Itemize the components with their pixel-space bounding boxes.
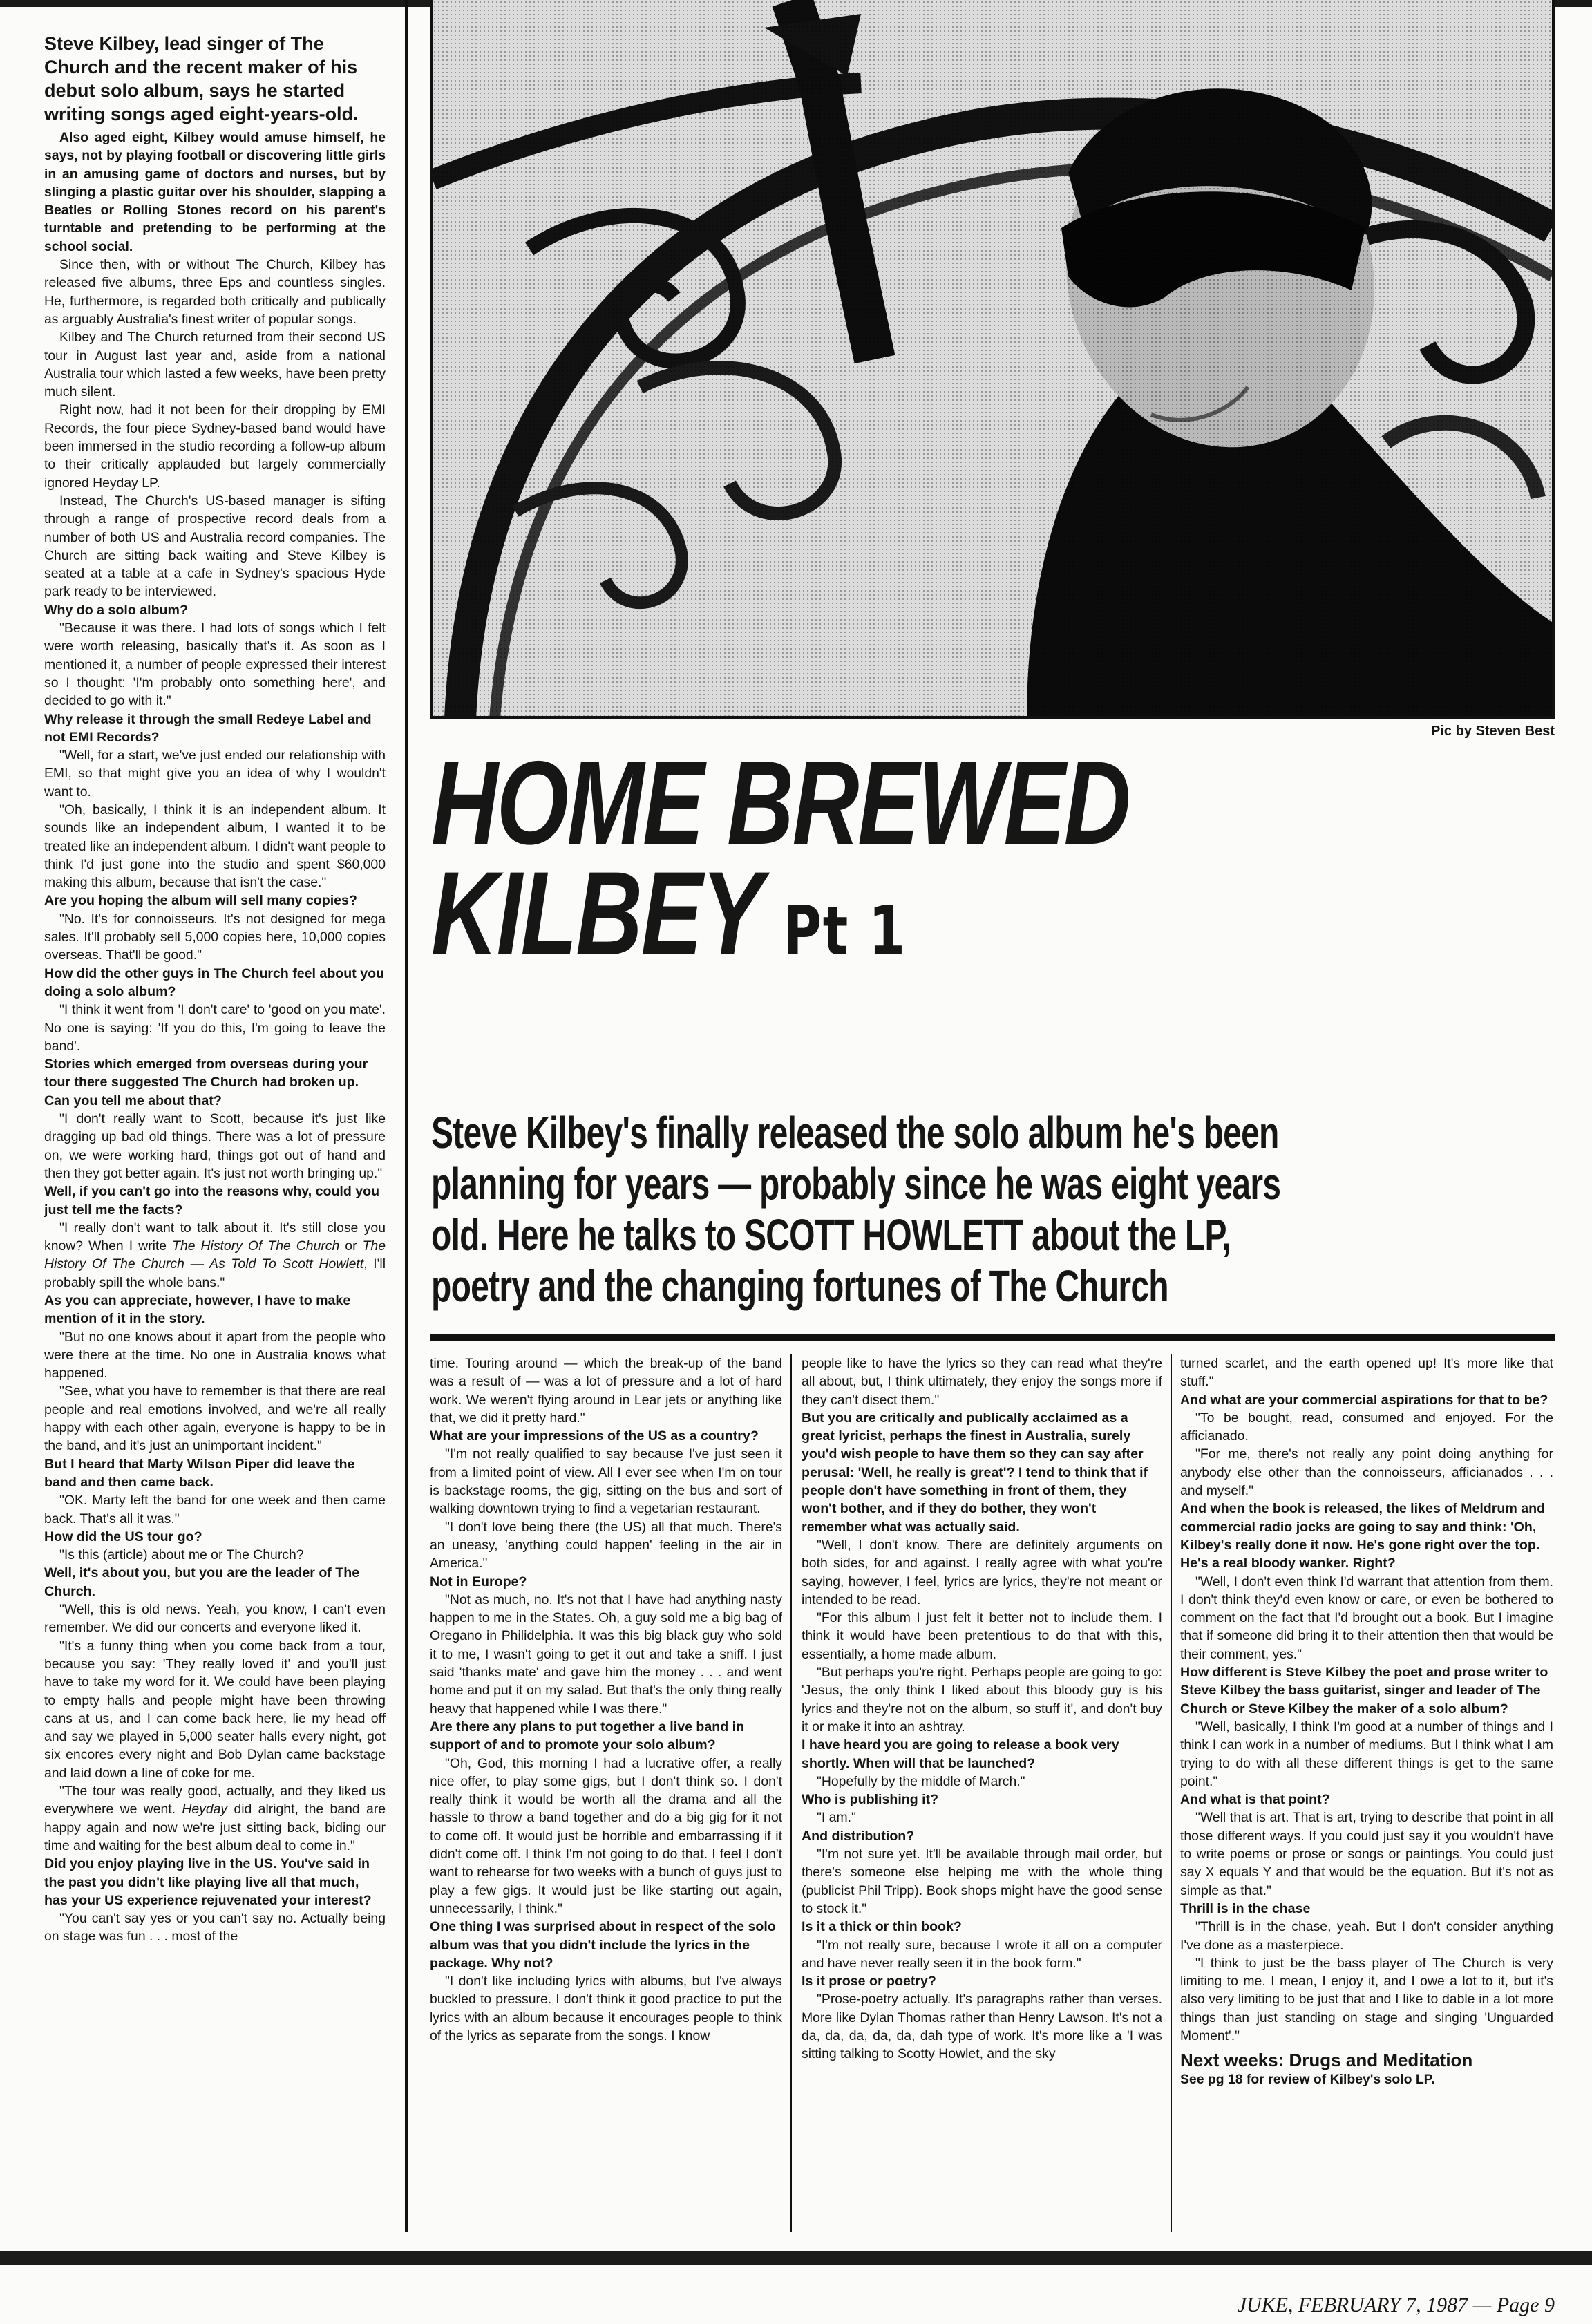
interview-question: Did you enjoy playing live in the US. You've said in the past you didn't like playing live all that much, has your US experience rejuvenated your interest? xyxy=(44,1856,372,1908)
interview-question: Not in Europe? xyxy=(430,1574,527,1589)
interview-question: Stories which emerged from overseas during your tour there suggested The Church had broken up. Can you tell me about that? xyxy=(44,1057,368,1108)
interview-answer: "I'm not really qualified to say because I've just seen it from a limited point of view. All I ever see when I'm on tour is backstage rooms, the gig, sitting on the bus and sort of walking downtown trying to find a vegetarian restaurant. xyxy=(430,1446,782,1517)
headline-part: Pt 1 xyxy=(783,892,907,971)
body-paragraph: Instead, The Church's US-based manager is sifting through a range of prospective record deals from a number of both US and Australia record companies. The Church are sitting back waiting and Steve Kilbey is seated at a table at a cafe in Sydney's spacious Hyde park ready to be interviewed. xyxy=(44,493,386,600)
interview-question: Well, if you can't go into the reasons why, could you just tell me the facts? xyxy=(44,1184,380,1218)
interview-question: And what are your commercial aspirations for that to be? xyxy=(1180,1392,1548,1408)
interview-answer: "I don't love being there (the US) all that much. There's an uneasy, 'anything could happen' feeling in the air in America." xyxy=(430,1519,782,1571)
interview-answer: "Well, for a start, we've just ended our relationship with EMI, so that might give you an idea of why I wouldn't want to. xyxy=(44,748,386,800)
photo-illustration xyxy=(433,0,1552,719)
interview-question: What are your impressions of the US as a country? xyxy=(430,1428,759,1444)
column-3 xyxy=(802,1354,1162,2232)
interview-answer xyxy=(44,1219,386,1292)
interview-answer: "To be bought, read, consumed and enjoyed. For the afficianado. xyxy=(1180,1410,1553,1444)
interview-question: How different is Steve Kilbey the poet and prose writer to Steve Kilbey the bass guitarist, singer and leader of The Church or Steve Kilbey the maker of a solo album? xyxy=(1180,1665,1548,1717)
headline-line-2 xyxy=(431,847,1315,987)
interview-answer: "Hopefully by the middle of March." xyxy=(817,1773,1025,1789)
interview-answer: "Oh, basically, I think it is an independent album. It sounds like an independent album, I wanted it to be treated like an independent album. I didn't want people to think I'd just gone into the studio and spent $60,000 making this album, because that isn't the case." xyxy=(44,802,386,891)
interview-question: Well, it's about you, but you are the leader of The Church. xyxy=(44,1565,360,1599)
interview-question: How did the US tour go? xyxy=(44,1529,202,1544)
interview-answer: "Well that is art. That is art, trying to describe that point in all those different ways. If you could just say it you wouldn't have to write poems or prose or songs or paintings. You could just say X equals Y and that would be the equation. But it's not as simple as that." xyxy=(1180,1810,1553,1898)
headline-line-1: HOME BREWED xyxy=(431,737,1130,869)
interview-answer: "I think to just be the bass player of The Church is very limiting to me. I mean, I enjoy it, and I owe a lot to it, but it's also very limiting to be just that and I like to dable in a lot more things than just standing on stage and singing 'Unguarded Moment'." xyxy=(1180,1955,1553,2043)
column-4 xyxy=(1180,1354,1553,2232)
body-paragraph: time. Touring around — which the break-up of the band was a result of — was a lot of pressure and a lot of hard work. We weren't flying around in Lear jets or anything like that, we did it pretty hard." xyxy=(430,1356,782,1426)
interview-question: Why do a solo album? xyxy=(44,602,188,618)
interview-question: But you are critically and publically acclaimed as a great lyricist, perhaps the finest in Australia, surely you'd wish people to have them so they can say after perusal: 'Well, he really is great'? I tend to think that if people don't have something in front of them, they won't bother, and if they do bother, they won't remember what was actually said. xyxy=(802,1410,1148,1535)
interview-answer: "Well, basically, I think I'm good at a number of things and I think I can work in a number of mediums. But I think what I am trying to do with all these different things is get to the same point." xyxy=(1180,1719,1553,1789)
interview-question: Is it prose or poetry? xyxy=(802,1974,936,1990)
interview-answer: "Oh, God, this morning I had a lucrative offer, a really nice offer, to play some gigs, but I don't think so. I don't really think it would be worth all the drama and all the hassle to throw a band together and do a big gig for it not to come off. It would just be horrible and embarrassing if it didn't come off. I think I'm not going to do that. I feel I don't want to rehearse for two weeks with a bunch of guys just to play a few gigs. It would just be like starting out again, unnecessarily, I think." xyxy=(430,1755,782,1916)
interview-answer xyxy=(44,1782,386,1855)
lead-paragraph: Steve Kilbey, lead singer of The Church and the recent maker of his debut solo album, says he started writing songs aged eight-years-old. xyxy=(44,33,359,124)
interview-answer: "Well, I don't even think I'd warrant that attention from them. I don't think they'd even know or care, or even be bothered to comment on the fact that I'd brought out a book. But I imagine that if someone did bring it to their attention then that would be their comment, yes." xyxy=(1180,1574,1553,1662)
standfirst: Steve Kilbey's finally released the solo album he's been planning for years — probably since he was eight years old. Here he talks to SCOTT HOWLETT about the LP, poetry and the changing fortunes of The Church xyxy=(431,1108,1281,1311)
review-pointer: See pg 18 for review of Kilbey's solo LP. xyxy=(1180,2072,1435,2088)
interview-answer: "I think it went from 'I don't care' to 'good on you mate'. No one is saying: 'If you do this, I'm going to leave the band'. xyxy=(44,1002,386,1054)
interview-answer: "I am." xyxy=(817,1810,856,1826)
interview-answer: "Well, I don't know. There are definitely arguments on both sides, for and against. I really agree with what you're saying, however, I feel, lyrics are lyrics, they're not meant or intended to be read. xyxy=(802,1537,1162,1607)
body-paragraph: turned scarlet, and the earth opened up! It's more like that stuff." xyxy=(1180,1356,1553,1390)
body-paragraph: people like to have the lyrics so they can read what they're all about, but, I think ultimately, they enjoy the songs more if they can't disect them." xyxy=(802,1356,1162,1408)
answer-text: or xyxy=(339,1238,363,1254)
interview-question: And when the book is released, the likes of Meldrum and commercial radio jocks are going to say and think: 'Oh, Kilbey's really done it now. He's gone right over the top. He's a real bloody wanker. Right? xyxy=(1180,1501,1546,1571)
book-title: The History Of The Church xyxy=(172,1238,340,1254)
answer-text: "I really don't want to talk about it. It's still close you know? When I write xyxy=(44,1220,386,1254)
interview-question: Why release it through the small Redeye Label and not EMI Records? xyxy=(44,711,372,745)
interview-question: One thing I was surprised about in respect of the solo album was that you didn't include the lyrics in the package. Why not? xyxy=(430,1919,776,1971)
left-column xyxy=(44,32,386,2236)
interview-question: But I heard that Marty Wilson Piper did leave the band and then came back. xyxy=(44,1456,355,1490)
interview-answer: "Prose-poetry actually. It's paragraphs rather than verses. More like Dylan Thomas rather than Henry Lawson. It's not a da, da, da, da, da, dah type of work. It's more like a 'I was sitting talking to Scotty Howlet, and the sky xyxy=(802,1992,1162,2062)
interview-question: As you can appreciate, however, I have to make mention of it in the story. xyxy=(44,1293,351,1327)
section-rule xyxy=(430,1334,1555,1341)
interview-answer: "Thrill is in the chase, yeah. But I don't consider anything I've done as a masterpiece. xyxy=(1180,1919,1553,1953)
interview-answer: "See, what you have to remember is that there are real people and real emotions involved, and we're all really happy with each other again, everyone is happy to be in the band, and it's just an unimportant incident." xyxy=(44,1383,386,1454)
intro-paragraph: Also aged eight, Kilbey would amuse himself, he says, not by playing football or discovering little girls in an amusing game of doctors and nurses, but by slinging a plastic guitar over his shoulder, slapping a Beatles or Rolling Stones record on his parent's turntable and pretending to be performing at the school social. xyxy=(44,130,386,254)
interview-answer: "OK. Marty left the band for one week and then came back. That's all it was." xyxy=(44,1493,386,1527)
headline xyxy=(431,737,1564,987)
interview-answer: "Is this (article) about me or The Church? xyxy=(59,1547,304,1563)
interview-answer: "I'm not sure yet. It'll be available through mail order, but there's someone else helping me with the whole thing (publicist Phil Tripp). Book shops might have the good sense to stock it." xyxy=(802,1846,1162,1916)
column-2 xyxy=(430,1354,782,2232)
interview-answer: "You can't say yes or you can't say no. Actually being on stage was fun . . . most of the xyxy=(44,1911,386,1945)
page-footer: JUKE, FEBRUARY 7, 1987 — Page 9 xyxy=(1237,2294,1555,2316)
answer-text: , I'll probably spill the whole bans." xyxy=(44,1256,386,1290)
headline-name: KILBEY xyxy=(431,847,761,980)
interview-question: Are there any plans to put together a live band in support of and to promote your solo album? xyxy=(430,1719,745,1753)
interview-answer: "Not as much, no. It's not that I have had anything nasty happen to me in the States. Oh, a guy sold me a big bag of Oregano in Philidelphia. It was this big black guy who sold it to me, I wasn't going to get it out and take a sniff. I just said 'thanks mate' and gave him the money . . . and went home and put it on my salad. But that's the only thing really heavy that happened while I was there." xyxy=(430,1591,782,1717)
interview-answer: "I don't really want to Scott, because it's just like dragging up bad old things. There was a lot of pressure on, we were working hard, things got out of hand and then they got better again. It's just not worth bringing up." xyxy=(44,1111,386,1181)
column-rule xyxy=(790,1354,792,2232)
next-week-teaser: Next weeks: Drugs and Meditation xyxy=(1180,2050,1473,2071)
body-paragraph: Right now, had it not been for their dropping by EMI Records, the four piece Sydney-based band would have been immersed in the studio recording a follow-up album to their critically applauded but largely commercially ignored Heyday LP. xyxy=(44,402,386,491)
column-rule xyxy=(1171,1354,1172,2232)
portrait-photo xyxy=(430,0,1555,719)
interview-question: And distribution? xyxy=(802,1828,915,1844)
interview-answer: "No. It's for connoisseurs. It's not designed for mega sales. It'll probably sell 5,000 copies here, 10,000 copies overseas. That'll be good." xyxy=(44,911,386,963)
photo-credit: Pic by Steven Best xyxy=(1431,724,1555,739)
interview-answer: "Because it was there. I had lots of songs which I felt were worth releasing, basically that's it. As soon as I mentioned it, a number of people expressed their interest so I thought: 'I'm probably onto something here', and decided to go with it." xyxy=(44,621,386,709)
album-title: Heyday xyxy=(182,1802,228,1817)
column-rule xyxy=(405,0,408,2232)
answer-text: did alright, the band are happy again and now we're just sitting back, biding our time and waiting for the best album deal to come in." xyxy=(44,1802,386,1853)
interview-question: Who is publishing it? xyxy=(802,1792,939,1808)
footer-rule xyxy=(0,2251,1592,2265)
interview-answer: "For this album I just felt it better not to include them. I think it would have been pretentious to do that with this, essentially, a home made album. xyxy=(802,1610,1162,1662)
interview-question: Are you hoping the album will sell many copies? xyxy=(44,893,357,909)
interview-answer: "But perhaps you're right. Perhaps people are going to go: 'Jesus, the only think I liked about this bloody guy is his lyrics and they're not on the album, so stuff it', and don't buy it or make it into an ashtray. xyxy=(802,1665,1162,1735)
interview-question: How did the other guys in The Church feel about you doing a solo album? xyxy=(44,965,385,999)
interview-answer: "Well, this is old news. Yeah, you know, I can't even remember. We did our concerts and everyone liked it. xyxy=(44,1602,386,1636)
interview-answer: "For me, there's not really any point doing anything for anybody else other than the connoisseurs, afficianados . . . and myself." xyxy=(1180,1446,1553,1499)
interview-answer: "But no one knows about it apart from the people who were there at the time. No one in Australia knows what happened. xyxy=(44,1329,386,1381)
book-title: The History Of The Church — As Told To Scott Howlett xyxy=(44,1238,386,1272)
interview-question: Is it a thick or thin book? xyxy=(802,1919,962,1935)
body-paragraph: Since then, with or without The Church, Kilbey has released five albums, three Eps and countless singles. He, furthermore, is regarded both critically and publically as arguably Australia's finest writer of popular songs. xyxy=(44,257,386,327)
body-paragraph: Kilbey and The Church returned from their second US tour in August last year and, aside from a national Australia tour which lasted a few weeks, have been pretty much silent. xyxy=(44,330,386,400)
answer-text: "The tour was really good, actually, and they liked us everywhere we went. xyxy=(44,1784,386,1817)
interview-question: I have heard you are going to release a book very shortly. When will that be launched? xyxy=(802,1737,1119,1771)
interview-answer: "I'm not really sure, because I wrote it all on a computer and have never really seen it in the book form." xyxy=(802,1937,1162,1971)
interview-answer: "It's a funny thing when you come back from a tour, because you say: 'They really loved it' and you'll just have to take my word for it. We could have been playing to empty halls and people might have been throwing cans at us, and I can come back here, lie my head off and say we played in 5,000 seater halls every night, got six encores every night and Bob Dylan came backstage and laid down a line of coke for me. xyxy=(44,1638,386,1781)
interview-answer: "I don't like including lyrics with albums, but I've always buckled to pressure. I don't think it good practice to put the lyrics with an album because it encourages people to think of the lyrics as separate from the songs. I know xyxy=(430,1974,782,2043)
interview-question: Thrill is in the chase xyxy=(1180,1900,1311,1916)
interview-question: And what is that point? xyxy=(1180,1792,1330,1808)
